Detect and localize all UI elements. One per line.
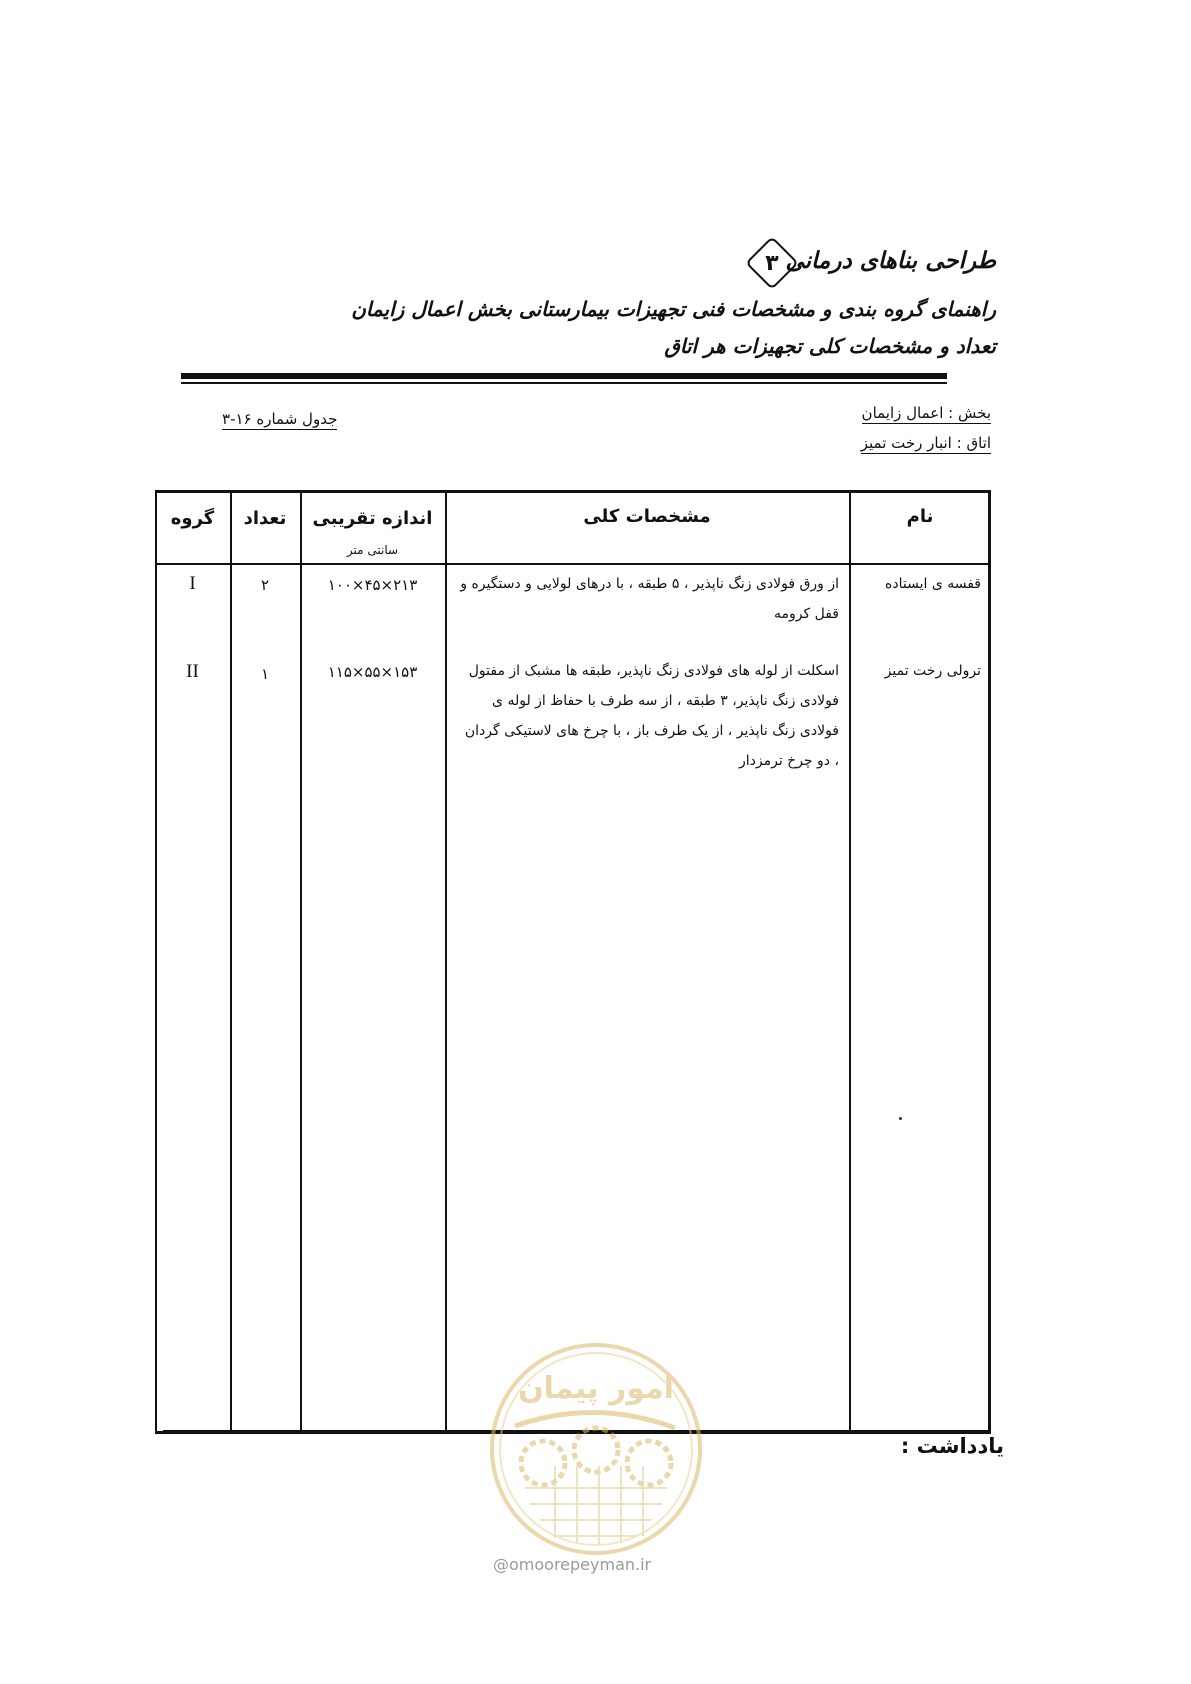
col-header-size-unit: سانتی متر (346, 543, 399, 557)
notes-label: یادداشت : (900, 1434, 1004, 1458)
row2-group: II (186, 661, 199, 682)
row1-name: قفسه ی ایستاده (885, 576, 981, 592)
table-left-border (155, 490, 157, 1432)
row1-group: I (189, 573, 196, 594)
watermark-logo-icon (485, 1338, 707, 1560)
header-rule-thick (181, 373, 947, 379)
col-divider-size-specs (445, 490, 447, 1432)
col-header-size: اندازه تقریبی (312, 508, 433, 529)
row2-qty: ۱ (260, 665, 270, 683)
col-header-qty: تعداد (243, 508, 287, 529)
document-subtitle-2: تعداد و مشخصات کلی تجهیزات هر اتاق (664, 334, 996, 358)
col-divider-specs-name (849, 490, 851, 1432)
scan-speck (899, 1117, 902, 1120)
row2-specs: اسکلت از لوله های فولادی زنگ ناپذیر، طبقه ها مشبک از مفتول فولادی زنگ ناپذیر، ۳ طبقه ، از سه طرف با حفاظ از لوله ی فولادی زنگ ناپذیر ، از یک طرف باز ، با چرخ های لاستیکی گردان ، دو چرخ ترمزدار (464, 663, 839, 769)
row1-qty: ۲ (260, 576, 270, 594)
col-divider-group-qty (230, 490, 232, 1432)
document-subtitle: راهنمای گروه بندی و مشخصات فنی تجهیزات بیمارستانی بخش اعمال زایمان (351, 297, 996, 321)
row2-size: ۱۱۵×۵۵×۱۵۳ (327, 663, 418, 681)
watermark-url: @omoorepeyman.ir (493, 1555, 652, 1574)
row2-name: ترولی رخت تمیز (884, 663, 981, 679)
col-header-name: نام (906, 506, 934, 527)
row1-size: ۱۰۰×۴۵×۲۱۳ (327, 576, 418, 594)
table-number: جدول شماره ۱۶-۳ (222, 410, 338, 428)
volume-badge-number: ۳ (765, 250, 779, 276)
col-header-group: گروه (170, 508, 215, 529)
room-label: اتاق : انبار رخت تمیز (860, 434, 991, 452)
table-header-divider (155, 563, 991, 565)
col-divider-qty-size (300, 490, 302, 1432)
section-label: بخش : اعمال زایمان (861, 404, 991, 422)
equipment-table (155, 490, 991, 1434)
watermark-logo-text: امور پیمان (518, 1371, 674, 1406)
col-header-specs: مشخصات کلی (583, 506, 711, 527)
row1-specs: از ورق فولادی زنگ ناپذیر ، ۵ طبقه ، با درهای لولایی و دستگیره و قفل کرومه (460, 576, 839, 622)
header-rule-thin (181, 382, 947, 384)
document-title: طراحی بناهای درمانی (785, 248, 996, 274)
